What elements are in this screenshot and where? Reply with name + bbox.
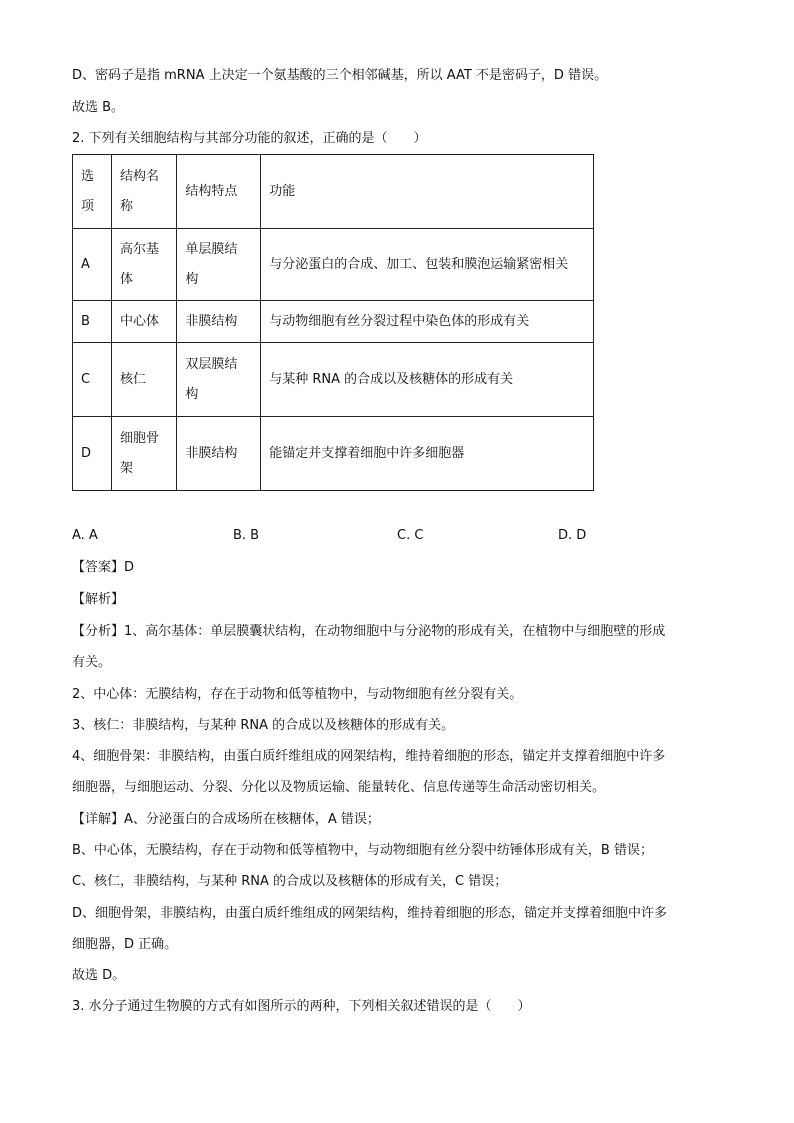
detail-a: A、分泌蛋白的合成场所在核糖体，A 错误； <box>124 812 380 827</box>
choice-a: A. A <box>72 528 98 543</box>
row-name: 细胞骨架 <box>112 417 177 491</box>
row-option: B <box>73 301 112 343</box>
fenxi-3: 3、核仁：非膜结构，与某种 RNA 的合成以及核糖体的形成有关。 <box>72 718 455 733</box>
detail-d2: 细胞器，D 正确。 <box>72 937 178 952</box>
row-option: D <box>73 417 112 491</box>
table-row <box>73 343 594 417</box>
table-header-row <box>73 155 594 229</box>
row-function: 与某种 RNA 的合成以及核糖体的形成有关 <box>261 343 594 417</box>
analysis-tag: 【解析】 <box>72 592 125 607</box>
detail-b: B、中心体，无膜结构，存在于动物和低等植物中，与动物细胞有丝分裂中纺锤体形成有关，B 错误； <box>72 843 653 858</box>
table-row <box>73 417 594 491</box>
detail-c: C、核仁，非膜结构，与某种 RNA 的合成以及核糖体的形成有关，C 错误； <box>72 874 508 889</box>
row-function: 与动物细胞有丝分裂过程中染色体的形成有关 <box>261 301 594 343</box>
answer-tag: 【答案】 <box>72 560 125 575</box>
choice-b: B. B <box>233 528 260 543</box>
question-2-choices <box>72 528 632 548</box>
row-feature: 双层膜结构 <box>177 343 261 417</box>
header-name: 结构名称 <box>112 155 177 229</box>
fenxi-line-1 <box>72 622 665 642</box>
header-option: 选项 <box>73 155 112 229</box>
fenxi-1b: 有关。 <box>72 655 112 670</box>
fenxi-tag: 【分析】 <box>72 624 125 639</box>
row-name: 中心体 <box>112 301 177 343</box>
choice-d: D. D <box>558 528 587 543</box>
row-feature: 单层膜结构 <box>177 229 261 301</box>
table-row <box>73 229 594 301</box>
fenxi-2: 2、中心体：无膜结构，存在于动物和低等植物中，与动物细胞有丝分裂有关。 <box>72 687 523 702</box>
question-3-stem: 3. 水分子通过生物膜的方式有如图所示的两种，下列相关叙述错误的是（ ） <box>72 999 531 1014</box>
row-function: 能锚定并支撑着细胞中许多细胞器 <box>261 417 594 491</box>
table-row <box>73 301 594 343</box>
detail-tag: 【详解】 <box>72 812 125 827</box>
row-function: 与分泌蛋白的合成、加工、包装和膜泡运输紧密相关 <box>261 229 594 301</box>
question-2-table <box>72 154 594 491</box>
question-2-stem: 2. 下列有关细胞结构与其部分功能的叙述，正确的是（ ） <box>72 131 427 146</box>
prev-choose: 故选 B。 <box>72 100 125 115</box>
choice-c: C. C <box>397 528 424 543</box>
answer-value: D <box>124 560 135 575</box>
question-2-choose: 故选 D。 <box>72 968 126 983</box>
row-feature: 非膜结构 <box>177 301 261 343</box>
header-feature: 结构特点 <box>177 155 261 229</box>
row-option: C <box>73 343 112 417</box>
row-option: A <box>73 229 112 301</box>
answer-line <box>72 558 134 578</box>
detail-line-a <box>72 810 380 830</box>
prev-option-d: D、密码子是指 mRNA 上决定一个氨基酸的三个相邻碱基，所以 AAT 不是密码子，D 错误。 <box>72 68 608 83</box>
header-function: 功能 <box>261 155 594 229</box>
fenxi-4a: 4、细胞骨架：非膜结构，由蛋白质纤维组成的网架结构，维持着细胞的形态，锚定并支撑着细胞中许多 <box>72 749 666 764</box>
fenxi-4b: 细胞器，与细胞运动、分裂、分化以及物质运输、能量转化、信息传递等生命活动密切相关。 <box>72 780 606 795</box>
fenxi-1a: 1、高尔基体：单层膜囊状结构，在动物细胞中与分泌物的形成有关，在植物中与细胞壁的形成 <box>124 624 666 639</box>
detail-d1: D、细胞骨架，非膜结构，由蛋白质纤维组成的网架结构，维持着细胞的形态，锚定并支撑着细胞中许多 <box>72 906 668 921</box>
row-feature: 非膜结构 <box>177 417 261 491</box>
row-name: 核仁 <box>112 343 177 417</box>
row-name: 高尔基体 <box>112 229 177 301</box>
